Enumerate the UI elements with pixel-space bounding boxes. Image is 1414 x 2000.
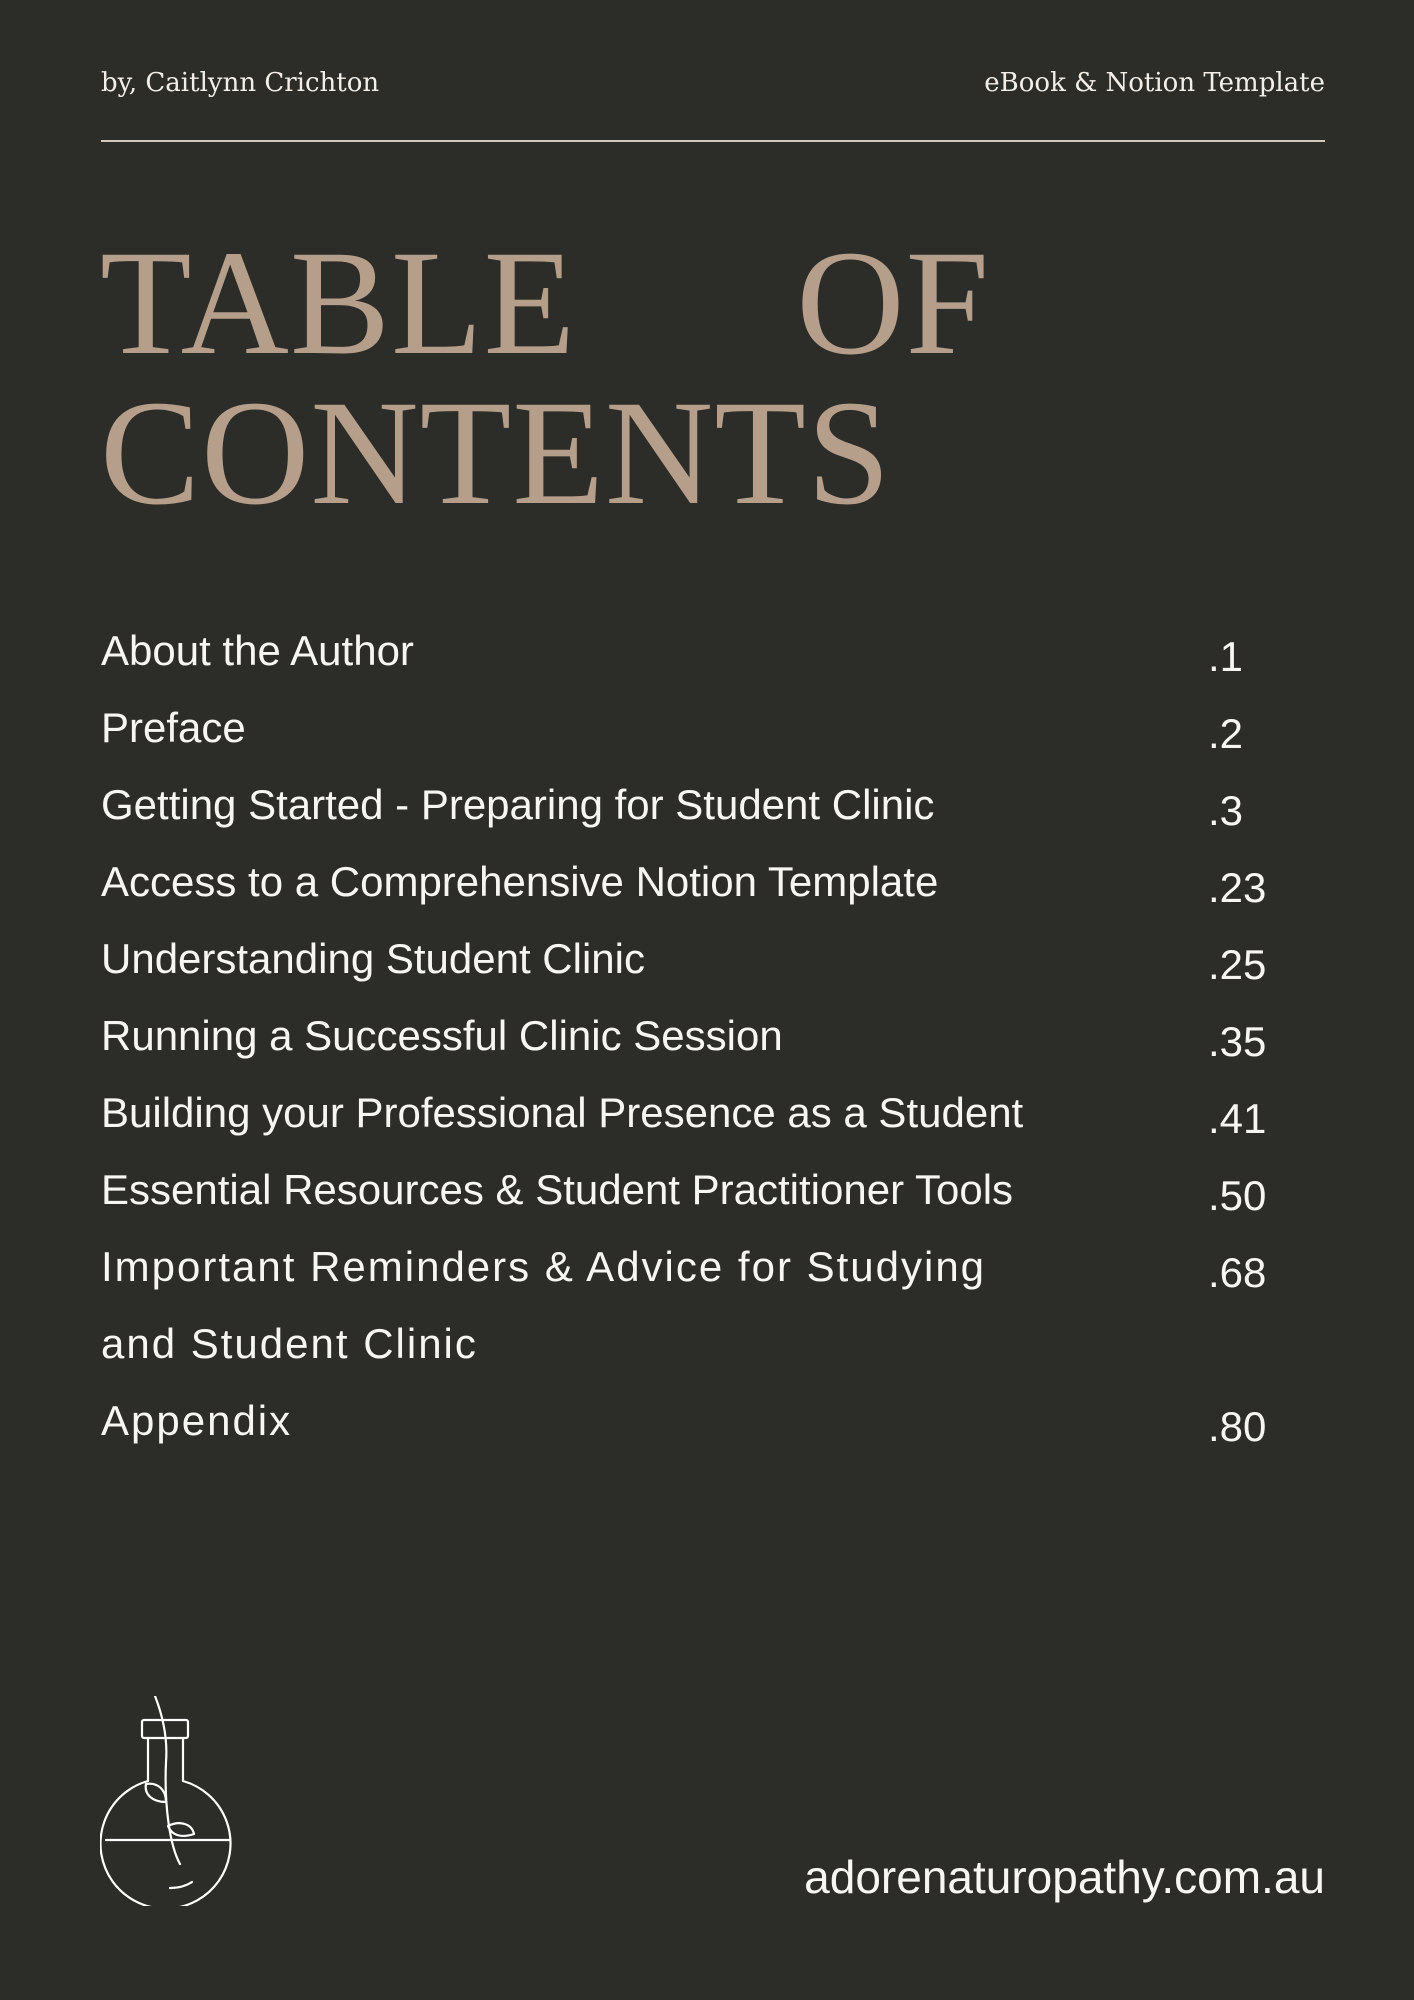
toc-page-number: .41 [1208, 1095, 1267, 1142]
toc-item-important-reminders[interactable] [101, 1228, 1325, 1382]
title-word-contents: CONTENTS [100, 370, 892, 536]
toc-label: Access to a Comprehensive Notion Template [101, 858, 939, 905]
toc-label: Understanding Student Clinic [101, 935, 645, 982]
flask-plant-icon [100, 1696, 240, 1906]
toc-page-number: .50 [1208, 1172, 1267, 1219]
table-of-contents [101, 612, 1325, 1459]
title-word-table: TABLE [100, 220, 577, 386]
toc-page-number: .35 [1208, 1018, 1267, 1065]
toc-page-number: .68 [1208, 1249, 1267, 1296]
page-title [100, 220, 990, 536]
website-url[interactable]: adorenaturopathy.com.au [804, 1851, 1325, 1903]
toc-label: Getting Started - Preparing for Student Clinic [101, 781, 935, 828]
toc-item-professional-presence[interactable] [101, 1074, 1325, 1151]
toc-label-line2: and Student Clinic [101, 1320, 478, 1367]
toc-page-number: .1 [1208, 633, 1244, 680]
author-credit: by, Caitlynn Crichton [101, 68, 380, 98]
toc-label: Essential Resources & Student Practitioner Tools [101, 1166, 1014, 1213]
toc-item-notion-template[interactable] [101, 843, 1325, 920]
toc-label: Building your Professional Presence as a Student [101, 1089, 1024, 1136]
product-label: eBook & Notion Template [984, 68, 1325, 98]
toc-page-number: .23 [1208, 864, 1267, 911]
toc-label: Appendix [101, 1397, 293, 1444]
toc-item-preface[interactable] [101, 689, 1325, 766]
toc-item-getting-started[interactable] [101, 766, 1325, 843]
toc-item-understanding-clinic[interactable] [101, 920, 1325, 997]
toc-item-running-session[interactable] [101, 997, 1325, 1074]
toc-page-number: .3 [1208, 787, 1244, 834]
toc-label: About the Author [101, 627, 414, 674]
title-word-of: OF [796, 220, 990, 386]
toc-item-appendix[interactable] [101, 1382, 1325, 1459]
toc-label-line1: Important Reminders & Advice for Studying [101, 1243, 987, 1290]
toc-label [101, 1228, 1121, 1382]
page-header [101, 62, 1325, 102]
toc-label: Preface [101, 704, 246, 751]
header-divider [101, 140, 1325, 142]
toc-label: Running a Successful Clinic Session [101, 1012, 783, 1059]
toc-item-essential-resources[interactable] [101, 1151, 1325, 1228]
toc-item-about-author[interactable] [101, 612, 1325, 689]
toc-page-number: .80 [1208, 1403, 1267, 1450]
toc-page-number: .25 [1208, 941, 1267, 988]
toc-page-number: .2 [1208, 710, 1244, 757]
